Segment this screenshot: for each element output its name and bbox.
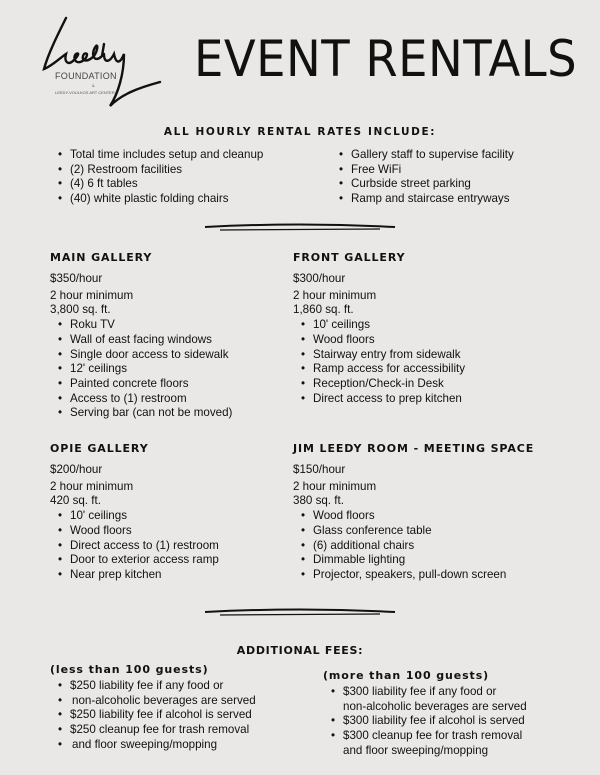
space-front-gallery — [293, 251, 465, 406]
space-rate: $150/hour — [293, 463, 346, 476]
list-item: • Projector, speakers, pull-down screen — [301, 568, 534, 583]
space-rate: $350/hour — [50, 272, 103, 285]
list-item: • Direct access to (1) restroom — [58, 539, 219, 554]
divider — [200, 607, 400, 619]
list-item: • Door to exterior access ramp — [58, 553, 219, 568]
leedy-foundation-logo — [38, 14, 173, 114]
list-item: • Wood floors — [301, 509, 534, 524]
list-item: • (2) Restroom facilities — [58, 163, 263, 178]
space-minimum: 2 hour minimum — [293, 288, 377, 302]
list-item: • 10' ceilings — [58, 509, 219, 524]
logo-center: LEEDY-VOULKOS ART CENTER — [55, 90, 115, 95]
list-item: • Ramp access for accessibility — [301, 362, 465, 377]
space-rate: $300/hour — [293, 272, 346, 285]
list-item: • Total time includes setup and cleanup — [58, 148, 263, 163]
page-title: EVENT RENTALS — [194, 30, 578, 88]
list-item: • non-alcoholic beverages are served — [58, 694, 256, 709]
fees-group-label: (less than 100 guests) — [50, 663, 209, 676]
space-name: FRONT GALLERY — [293, 251, 406, 264]
list-item: non-alcoholic beverages are served — [343, 699, 527, 713]
space-name: JIM LEEDY ROOM - MEETING SPACE — [293, 442, 535, 455]
space-jim-leedy-room — [293, 442, 534, 583]
list-item: • Direct access to prep kitchen — [301, 392, 465, 407]
list-item: • Stairway entry from sidewalk — [301, 348, 465, 363]
list-item: • $300 liability fee if alcohol is served — [331, 714, 527, 729]
list-item: • Single door access to sidewalk — [58, 348, 232, 363]
list-item: • Roku TV — [58, 318, 232, 333]
list-item: • 10' ceilings — [301, 318, 465, 333]
list-item: • Wall of east facing windows — [58, 333, 232, 348]
list-item: and floor sweeping/mopping — [343, 743, 489, 757]
space-size: 380 sq. ft. — [293, 494, 344, 508]
list-item: • Access to (1) restroom — [58, 392, 232, 407]
list-item: • $300 cleanup fee for trash removal — [331, 729, 527, 744]
includes-list-left — [58, 148, 263, 207]
logo-foundation: FOUNDATION — [55, 71, 117, 81]
list-item: • Near prep kitchen — [58, 568, 219, 583]
space-opie-gallery — [50, 442, 219, 583]
space-name: MAIN GALLERY — [50, 251, 153, 264]
fees-group-label: (more than 100 guests) — [323, 669, 490, 682]
logo-ampersand: & — [92, 83, 95, 88]
fees-small-events — [50, 663, 256, 753]
list-item: • Wood floors — [58, 524, 219, 539]
list-item: • Wood floors — [301, 333, 465, 348]
includes-list-right — [339, 148, 514, 207]
list-item: • Gallery staff to supervise facility — [339, 148, 514, 163]
space-size: 420 sq. ft. — [50, 494, 101, 508]
list-item: • $250 liability fee if any food or — [58, 679, 256, 694]
space-minimum: 2 hour minimum — [293, 479, 377, 493]
space-rate: $200/hour — [50, 463, 103, 476]
divider — [200, 222, 400, 234]
list-item: • $300 liability fee if any food or — [331, 685, 527, 700]
space-main-gallery — [50, 251, 232, 421]
list-item: • 12' ceilings — [58, 362, 232, 377]
space-size: 1,860 sq. ft. — [293, 303, 354, 317]
leedy-signature-icon — [38, 14, 173, 114]
list-item: • Ramp and staircase entryways — [339, 192, 514, 207]
fees-heading: ADDITIONAL FEES: — [236, 644, 364, 657]
list-item: • (6) additional chairs — [301, 539, 534, 554]
list-item: • Dimmable lighting — [301, 553, 534, 568]
list-item: • Reception/Check-in Desk — [301, 377, 465, 392]
list-item: • Curbside street parking — [339, 177, 514, 192]
space-size: 3,800 sq. ft. — [50, 303, 111, 317]
list-item: • Serving bar (can not be moved) — [58, 406, 232, 421]
fees-large-events — [323, 669, 527, 759]
list-item: • (40) white plastic folding chairs — [58, 192, 263, 207]
list-item: • (4) 6 ft tables — [58, 177, 263, 192]
space-name: OPIE GALLERY — [50, 442, 149, 455]
list-item: • $250 cleanup fee for trash removal — [58, 723, 256, 738]
list-item: • $250 liability fee if alcohol is served — [58, 708, 256, 723]
includes-heading: ALL HOURLY RENTAL RATES INCLUDE: — [163, 126, 437, 138]
list-item: • and floor sweeping/mopping — [58, 738, 256, 753]
space-minimum: 2 hour minimum — [50, 288, 134, 302]
list-item: • Free WiFi — [339, 163, 514, 178]
list-item: • Painted concrete floors — [58, 377, 232, 392]
list-item: • Glass conference table — [301, 524, 534, 539]
space-minimum: 2 hour minimum — [50, 479, 134, 493]
